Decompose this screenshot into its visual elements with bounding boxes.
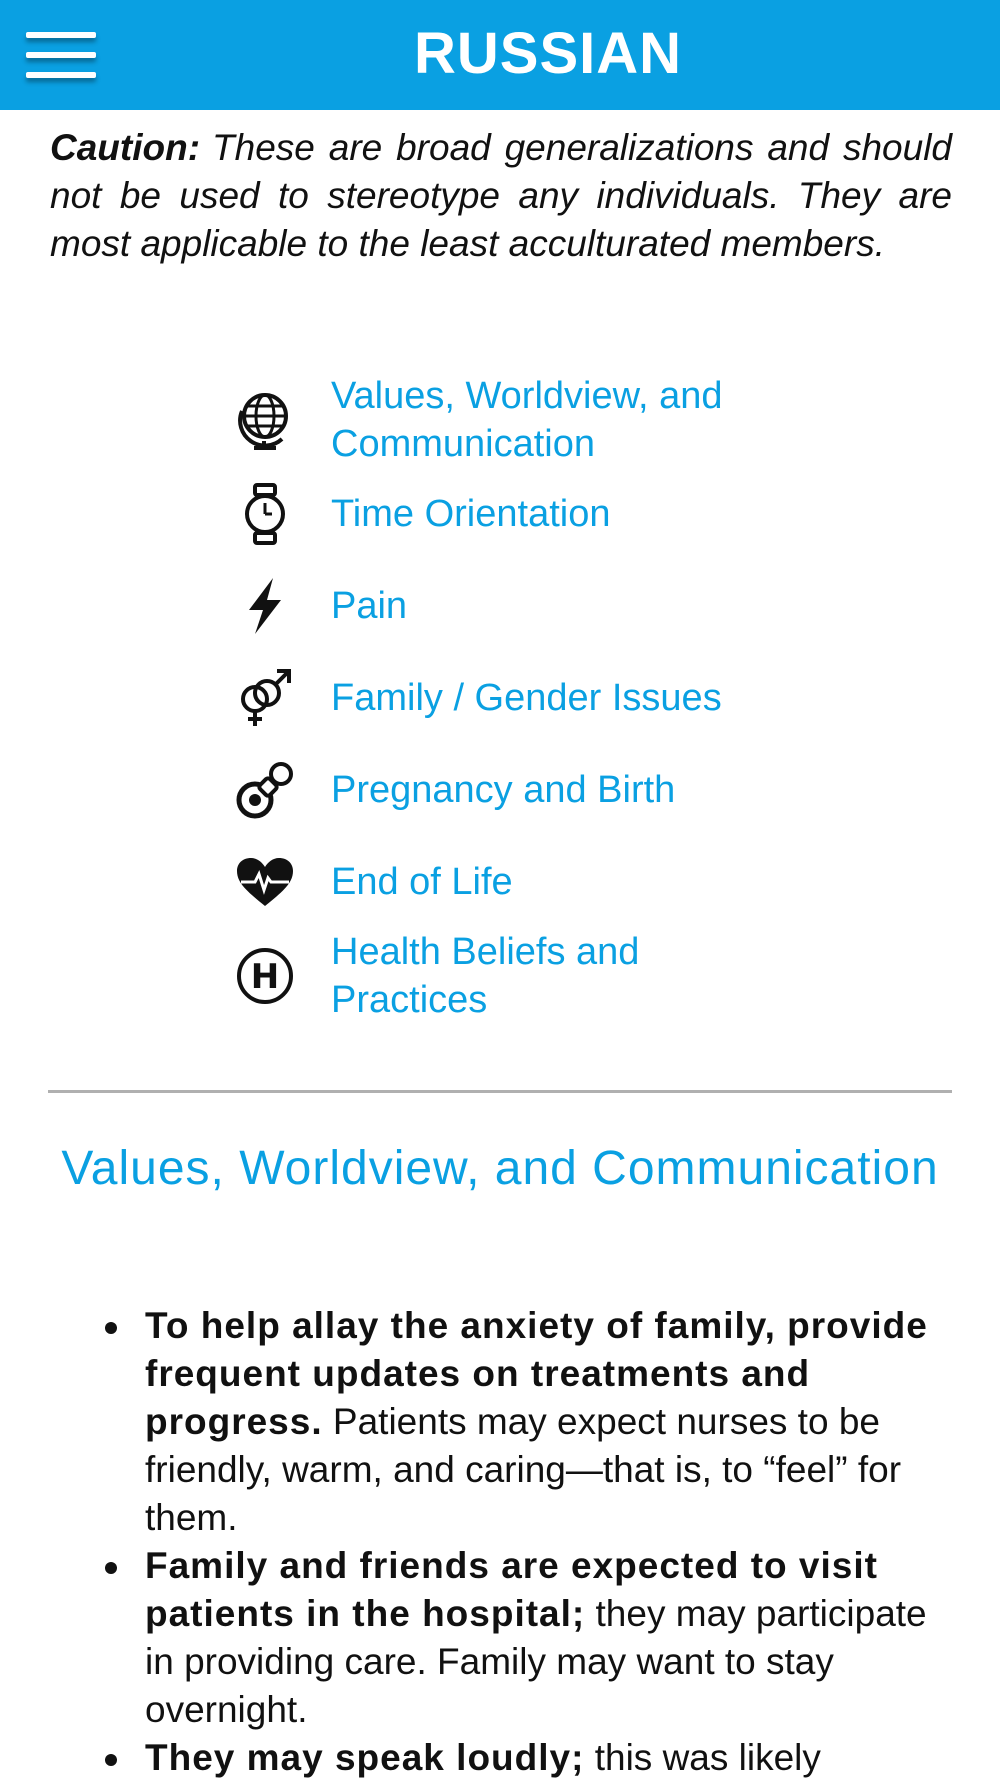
gender-symbols-icon bbox=[230, 663, 300, 733]
heartbeat-icon bbox=[230, 847, 300, 917]
toc-link-pregnancy[interactable]: Pregnancy and Birth bbox=[331, 769, 676, 811]
pacifier-icon bbox=[230, 755, 300, 825]
toc-item-health[interactable] bbox=[230, 928, 790, 1024]
bullet-text: they may participate in providing care. Family may want to stay overnight. bbox=[145, 1593, 927, 1730]
bullet-bold: To help allay the anxiety of family, provide frequent updates on treatments and progress. bbox=[145, 1305, 928, 1442]
svg-text:H: H bbox=[250, 957, 280, 997]
caution-text: These are broad generalizations and should not be used to stereotype any individuals. They are most applicable to the least acculturated members. bbox=[50, 127, 952, 264]
bullet-bold: They may speak loudly; bbox=[145, 1737, 585, 1778]
bullet-list bbox=[145, 1302, 960, 1778]
caution-note bbox=[50, 124, 952, 268]
bullet-bold: Family and friends are expected to visit patients in the hospital; bbox=[145, 1545, 878, 1634]
toc-link-endoflife[interactable]: End of Life bbox=[331, 861, 513, 903]
list-item bbox=[145, 1734, 960, 1778]
section-divider bbox=[48, 1090, 952, 1093]
caution-label: Caution: bbox=[50, 127, 201, 168]
toc-link-pain[interactable]: Pain bbox=[331, 585, 408, 627]
list-item bbox=[145, 1542, 960, 1734]
bullet-text: Patients may expect nurses to be friendly, warm, and caring—that is, to “feel” for them. bbox=[145, 1401, 902, 1538]
toc-link-health[interactable]: Health Beliefs and Practices bbox=[331, 931, 640, 1021]
bullet-text: this was likely bbox=[584, 1737, 821, 1778]
toc-item-values[interactable] bbox=[230, 372, 790, 468]
toc-link-family[interactable]: Family / Gender Issues bbox=[331, 677, 722, 719]
toc-item-pregnancy[interactable] bbox=[230, 744, 790, 836]
topic-list bbox=[230, 372, 790, 1024]
toc-item-pain[interactable] bbox=[230, 560, 790, 652]
app-header bbox=[0, 0, 1000, 110]
toc-item-family[interactable] bbox=[230, 652, 790, 744]
toc-link-values[interactable]: Values, Worldview, and Communication bbox=[331, 375, 723, 465]
section-title: Values, Worldview, and Communication bbox=[61, 1142, 939, 1195]
list-item bbox=[145, 1302, 960, 1542]
toc-item-endoflife[interactable] bbox=[230, 836, 790, 928]
toc-link-time[interactable]: Time Orientation bbox=[331, 493, 611, 535]
watch-icon bbox=[230, 479, 300, 549]
globe-icon bbox=[230, 385, 300, 455]
hospital-icon bbox=[230, 941, 300, 1011]
toc-item-time[interactable] bbox=[230, 468, 790, 560]
lightning-bolt-icon bbox=[230, 571, 300, 641]
page-title: RUSSIAN bbox=[413, 21, 683, 86]
